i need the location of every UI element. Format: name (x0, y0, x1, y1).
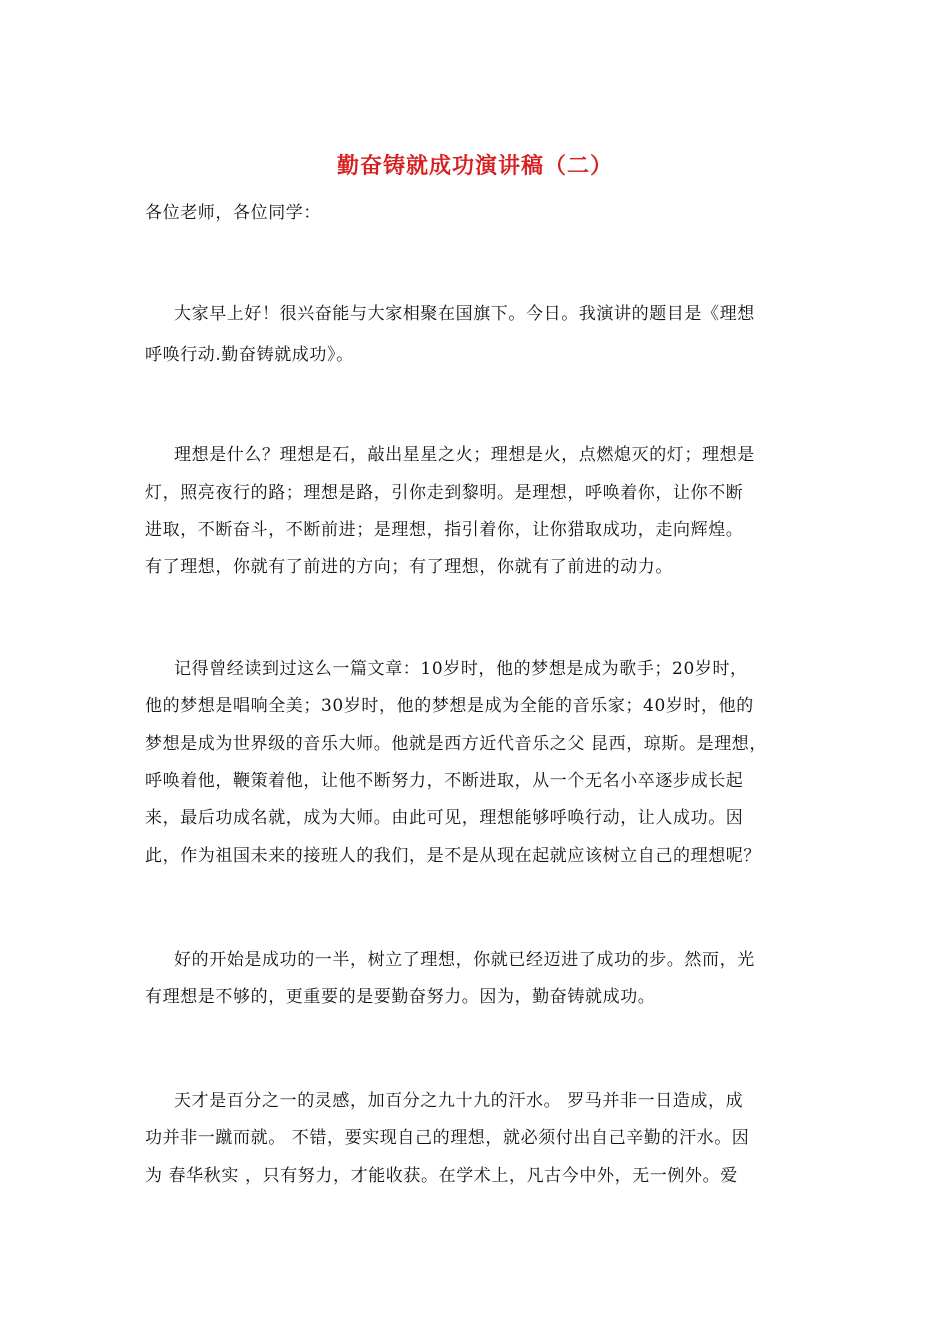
paragraph-line: 有理想是不够的，更重要的是要勤奋努力。因为，勤奋铸就成功。 (145, 987, 656, 1007)
paragraph-line: 记得曾经读到过这么一篇文章：10岁时，他的梦想是成为歌手；20岁时， (174, 659, 748, 679)
paragraph-line: 理想是什么？理想是石，敲出星星之火；理想是火，点燃熄灭的灯；理想是 (174, 445, 755, 465)
paragraph-line: 来，最后功成名就，成为大师。由此可见，理想能够呼唤行动，让人成功。因 (145, 808, 744, 828)
paragraph-line: 进取，不断奋斗，不断前进；是理想，指引着你，让你猎取成功，走向辉煌。 (145, 520, 744, 540)
paragraph-line: 好的开始是成功的一半，树立了理想，你就已经迈进了成功的步。然而，光 (174, 950, 755, 970)
paragraph-line: 呼唤行动.勤奋铸就成功》。 (145, 345, 354, 365)
document-title: 勤奋铸就成功演讲稿（二） (336, 154, 613, 179)
paragraph-line: 呼唤着他，鞭策着他，让他不断努力，不断进取，从一个无名小卒逐步成长起 (145, 771, 744, 791)
greeting: 各位老师，各位同学： (145, 203, 321, 223)
paragraph-line: 有了理想，你就有了前进的方向；有了理想，你就有了前进的动力。 (145, 557, 673, 577)
paragraph-line: 此，作为祖国未来的接班人的我们，是不是从现在起就应该树立自己的理想呢？ (145, 846, 761, 866)
paragraph-line: 他的梦想是唱响全美；30岁时，他的梦想是成为全能的音乐家；40岁时，他的 (145, 696, 754, 716)
paragraph-line: 天才是百分之一的灵感，加百分之九十九的汗水。 罗马并非一日造成，成 (174, 1091, 744, 1111)
paragraph-line: 功并非一蹴而就。 不错，要实现自己的理想，就必须付出自己辛勤的汗水。因 (145, 1128, 750, 1148)
paragraph-line: 为 春华秋实 ，只有努力，才能收获。在学术上，凡古今中外，无一例外。爱 (145, 1166, 738, 1186)
paragraph-line: 灯，照亮夜行的路；理想是路，引你走到黎明。是理想，呼唤着你，让你不断 (145, 483, 744, 503)
paragraph-line: 梦想是成为世界级的音乐大师。他就是西方近代音乐之父 昆西，琼斯。是理想， (145, 734, 768, 754)
paragraph-line: 大家早上好！很兴奋能与大家相聚在国旗下。今日。我演讲的题目是《理想 (174, 304, 755, 324)
